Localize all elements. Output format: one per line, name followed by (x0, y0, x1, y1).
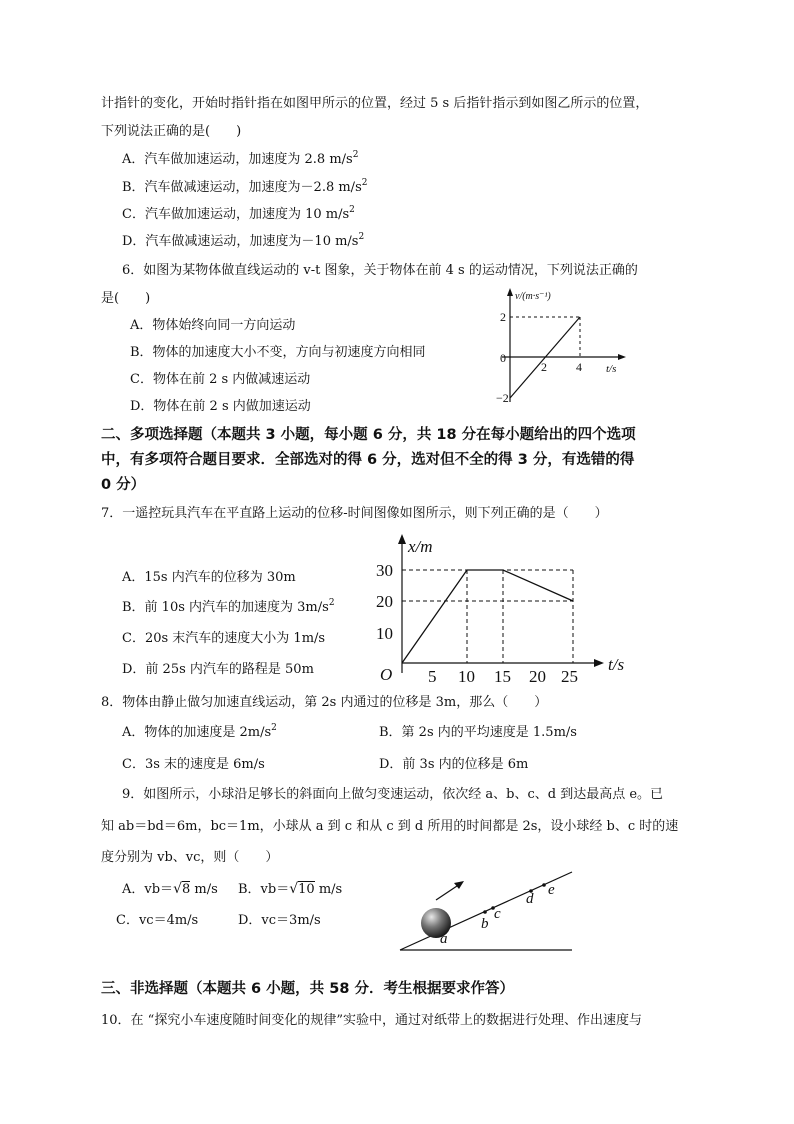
q6-y-tick-2: 2 (500, 310, 506, 324)
intro-line-1: 计指针的变化，开始时指针指在如图甲所示的位置，经过 5 s 后指针指示到如图乙所示的位置， (101, 96, 649, 111)
q9-label-e: e (548, 882, 555, 898)
q9-label-c: c (494, 906, 501, 922)
q9-label-d: d (526, 891, 534, 907)
q6-y-tick-0: 0 (500, 351, 506, 365)
q8-option-a: A．物体的加速度是 $2m/s^2$ (122, 723, 277, 740)
q6-vt-graph (488, 286, 628, 406)
q6-option-d: D．物体在前 2 s 内做加速运动 (130, 399, 311, 414)
q9-stem-line-1: 9．如图所示，小球沿足够长的斜面向上做匀变速运动，依次经 a、b、c、d 到达最高点 e。已 (122, 787, 664, 802)
q7-xt-graph (368, 528, 638, 688)
q7-y-tick-20: 20 (376, 592, 393, 611)
q7-x-tick-10: 10 (458, 667, 475, 686)
q6-x-tick-2: 2 (541, 360, 547, 374)
q6-option-b: B．物体的加速度大小不变，方向与初速度方向相同 (130, 345, 426, 360)
q6-x-axis-label: t/s (606, 363, 617, 375)
q7-y-tick-30: 30 (376, 561, 393, 580)
q6-x-tick-4: 4 (576, 360, 582, 374)
q7-option-a: A．15s 内汽车的位移为 30m (122, 570, 296, 585)
q8-stem: 8．物体由静止做匀加速直线运动，第 2s 内通过的位移是 3m，那么（ ） (101, 695, 548, 710)
q6-option-a: A．物体始终向同一方向运动 (130, 318, 296, 333)
q9-direction-arrow (436, 884, 460, 900)
q9-stem-line-2: 知 ab＝bd＝6m，bc＝1m，小球从 a 到 c 和从 c 到 d 所用的时间都是 2s，设小球经 b、c 时的速 (101, 819, 679, 834)
section2-heading-line-1: 二、多项选择题（本题共 3 小题，每小题 6 分，共 18 分在每小题给出的四个选项 (101, 427, 636, 443)
q7-option-d: D．前 25s 内汽车的路程是 50m (122, 662, 314, 677)
q6-stem-line-2: 是( ) (101, 291, 151, 306)
q6-stem-line-1: 6．如图为某物体做直线运动的 v-t 图象，关于物体在前 4 s 的运动情况，下列说法正确的 (122, 263, 638, 278)
section2-heading-line-2: 中，有多项符合题目要求．全部选对的得 6 分，选对但不全的得 3 分，有选错的得 (101, 452, 635, 468)
q7-option-c: C．20s 末汽车的速度大小为 1m/s (122, 631, 326, 646)
q7-x-tick-15: 15 (494, 667, 511, 686)
q8-option-b: B．第 2s 内的平均速度是 1.5m/s (379, 725, 577, 740)
q7-y-axis-label: x/m (408, 537, 433, 556)
q7-x-tick-25: 25 (561, 667, 578, 686)
q9-stem-line-3: 度分别为 vb、vc，则（ ） (101, 850, 279, 865)
q7-x-axis-label: t/s (608, 655, 625, 674)
intro-option-a: A．汽车做加速运动，加速度为 2.8 $m/s^2$ (122, 150, 359, 167)
q7-option-b: B．前 10s 内汽车的加速度为 $3m/s^2$ (122, 598, 335, 615)
q9-option-d: D．vc＝3m/s (238, 913, 321, 928)
q8-option-d: D．前 3s 内的位移是 6m (379, 757, 529, 772)
q6-option-c: C．物体在前 2 s 内做减速运动 (130, 372, 311, 387)
intro-option-c: C．汽车做加速运动，加速度为 10 $m/s^2$ (122, 205, 355, 222)
q6-y-axis-label: v/(m·s⁻¹) (515, 291, 551, 302)
q7-stem: 7．一遥控玩具汽车在平直路上运动的位移-时间图像如图所示，则下列正确的是（ ） (101, 506, 608, 521)
q6-y-tick-neg2: −2 (496, 391, 509, 405)
q7-x-tick-5: 5 (428, 667, 437, 686)
intro-option-d: D．汽车做减速运动，加速度为－10 $m/s^2$ (122, 232, 365, 249)
intro-line-2: 下列说法正确的是( ) (101, 124, 242, 139)
q9-label-a: a (440, 931, 448, 947)
section3-heading: 三、非选择题（本题共 6 小题，共 58 分．考生根据要求作答） (101, 981, 514, 997)
q9-option-b: B．vb＝√10 m/s (238, 881, 343, 897)
q7-y-tick-10: 10 (376, 624, 393, 643)
intro-option-b: B．汽车做减速运动，加速度为－2.8 $m/s^2$ (122, 178, 368, 195)
q9-option-c: C．vc＝4m/s (116, 913, 199, 928)
q9-label-b: b (481, 916, 489, 932)
q9-incline-figure (396, 870, 576, 955)
q8-option-c: C．3s 末的速度是 6m/s (122, 757, 265, 772)
q9-option-a: A．vb＝√8 m/s (122, 881, 218, 897)
q7-origin-label: O (380, 665, 393, 684)
section2-heading-line-3: 0 分） (101, 477, 146, 493)
q7-x-tick-20: 20 (529, 667, 546, 686)
q10-stem-line-1: 10．在 “探究小车速度随时间变化的规律”实验中，通过对纸带上的数据进行处理、作出速度与 (101, 1013, 642, 1028)
